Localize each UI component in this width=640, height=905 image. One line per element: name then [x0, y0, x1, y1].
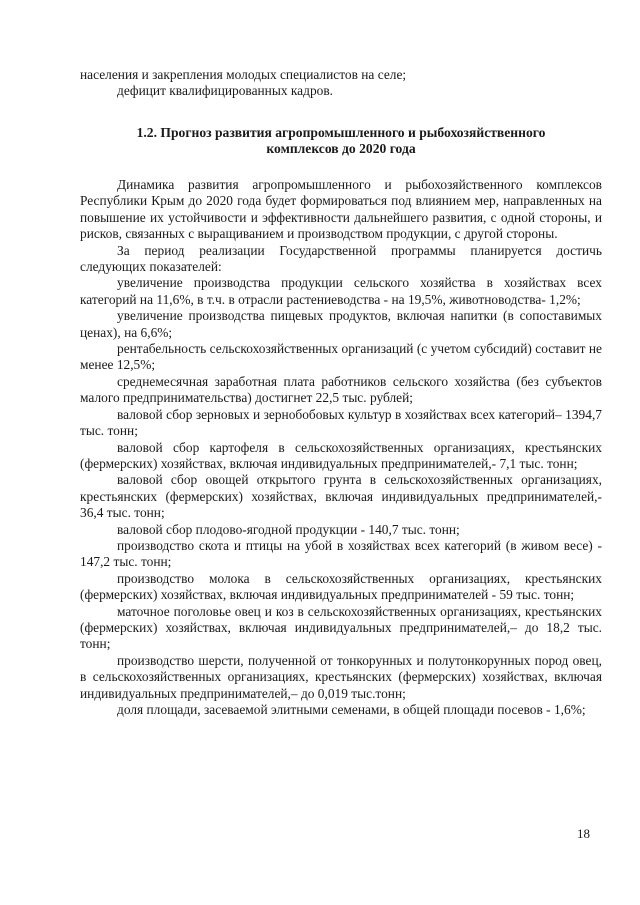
- indicator-item: валовой сбор плодово-ягодной продукции - 140,7 тыс. тонн;: [117, 521, 460, 537]
- indicator-item: валовой сбор овощей открытого грунта в сельскохозяйственных организациях, крестьянских (фермерских) хозяйствах, включая индивидуальных предпринимателей,- 36,4 тыс. тонн;: [80, 472, 602, 521]
- section-heading: [80, 125, 602, 158]
- indicator-item: рентабельность сельскохозяйственных организаций (с учетом субсидий) составит не менее 12,5%;: [80, 341, 602, 373]
- intro-line-1: населения и закрепления молодых специалистов на селе;: [80, 67, 407, 82]
- indicator-item: маточное поголовье овец и коз в сельскохозяйственных организациях, крестьянских (фермерских) хозяйствах, включая индивидуальных предпринимателей,– до 18,2 тыс. тонн;: [80, 603, 602, 652]
- paragraph-indicators-intro: За период реализации Государственной программы планируется достичь следующих показателей:: [80, 242, 602, 275]
- indicator-item: производство молока в сельскохозяйственных организациях, крестьянских (фермерских) хозяйствах, включая индивидуальных предпринимателей - 59 тыс. тонн;: [80, 570, 602, 603]
- indicator-item: среднемесячная заработная плата работников сельского хозяйства (без субъектов малого предпринимательства) достигнет 22,5 тыс. рублей;: [80, 373, 602, 406]
- indicator-item: валовой сбор картофеля в сельскохозяйственных организациях, крестьянских (фермерских) хозяйствах, включая индивидуальных предпринимателей,- 7,1 тыс. тонн;: [80, 439, 602, 471]
- indicator-item: доля площади, засеваемой элитными семенами, в общей площади посевов - 1,6%;: [117, 702, 586, 717]
- indicator-item: производство скота и птицы на убой в хозяйствах всех категорий (в живом весе) - 147,2 тыс. тонн;: [80, 537, 602, 570]
- paragraph-dynamics: Динамика развития агропромышленного и рыбохозяйственного комплексов Республики Крым до 2020 года будет формироваться под влиянием мер, направленных на повышение их устойчивости и эффективности дальнейшего развития, с одной стороны, и рисков, связанных с выращиванием и производством продукции, с другой стороны.: [80, 177, 602, 242]
- indicator-item: производство шерсти, полученной от тонкорунных и полутонкорунных пород овец, в сельскохозяйственных организациях, крестьянских (фермерских) хозяйствах, включая индивидуальных предпринимателей,– до 0,019 тыс.тонн;: [80, 652, 602, 701]
- intro-line-2: дефицит квалифицированных кадров.: [117, 83, 334, 99]
- page-number: 18: [577, 826, 590, 841]
- indicator-item: валовой сбор зерновых и зернобобовых культур в хозяйствах всех категорий– 1394,7 тыс. тонн;: [80, 406, 602, 439]
- indicator-item: увеличение производства продукции сельского хозяйства в хозяйствах всех категорий на 11,6%, в т.ч. в отрасли растениеводства - на 19,5%, животноводства- 1,2%;: [80, 275, 602, 307]
- indicator-item: увеличение производства пищевых продуктов, включая напитки (в сопоставимых ценах), на 6,6%;: [80, 308, 602, 340]
- section-heading-line-1: 1.2. Прогноз развития агропромышленного и рыбохозяйственного: [136, 124, 546, 140]
- section-heading-line-2: комплексов до 2020 года: [266, 141, 416, 157]
